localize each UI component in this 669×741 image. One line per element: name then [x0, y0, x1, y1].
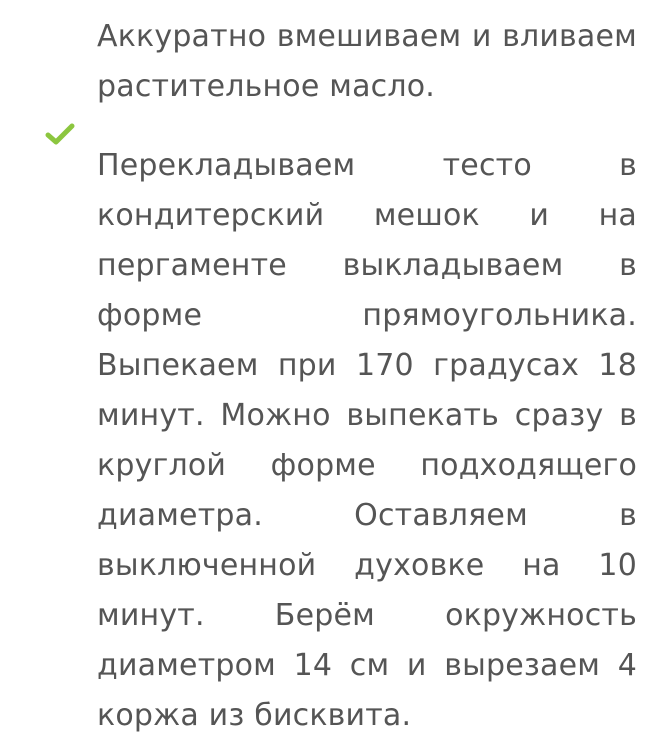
step-text-previous: Аккуратно вмешиваем и вливаем растительное масло. [97, 19, 637, 104]
step-text-current: Перекладываем тесто в кондитерский мешок и на пергаменте выкладываем в форме прямоугольника. Выпекаем при 170 градусах 18 минут. Можно выпекать сразу в круглой форме подходящего диаметра. Оставляем в выключенной духовке на 10 минут. Берём окружность диаметром 14 см и вырезаем 4 коржа из бисквита. [97, 148, 637, 733]
checkmark-icon [45, 123, 75, 145]
